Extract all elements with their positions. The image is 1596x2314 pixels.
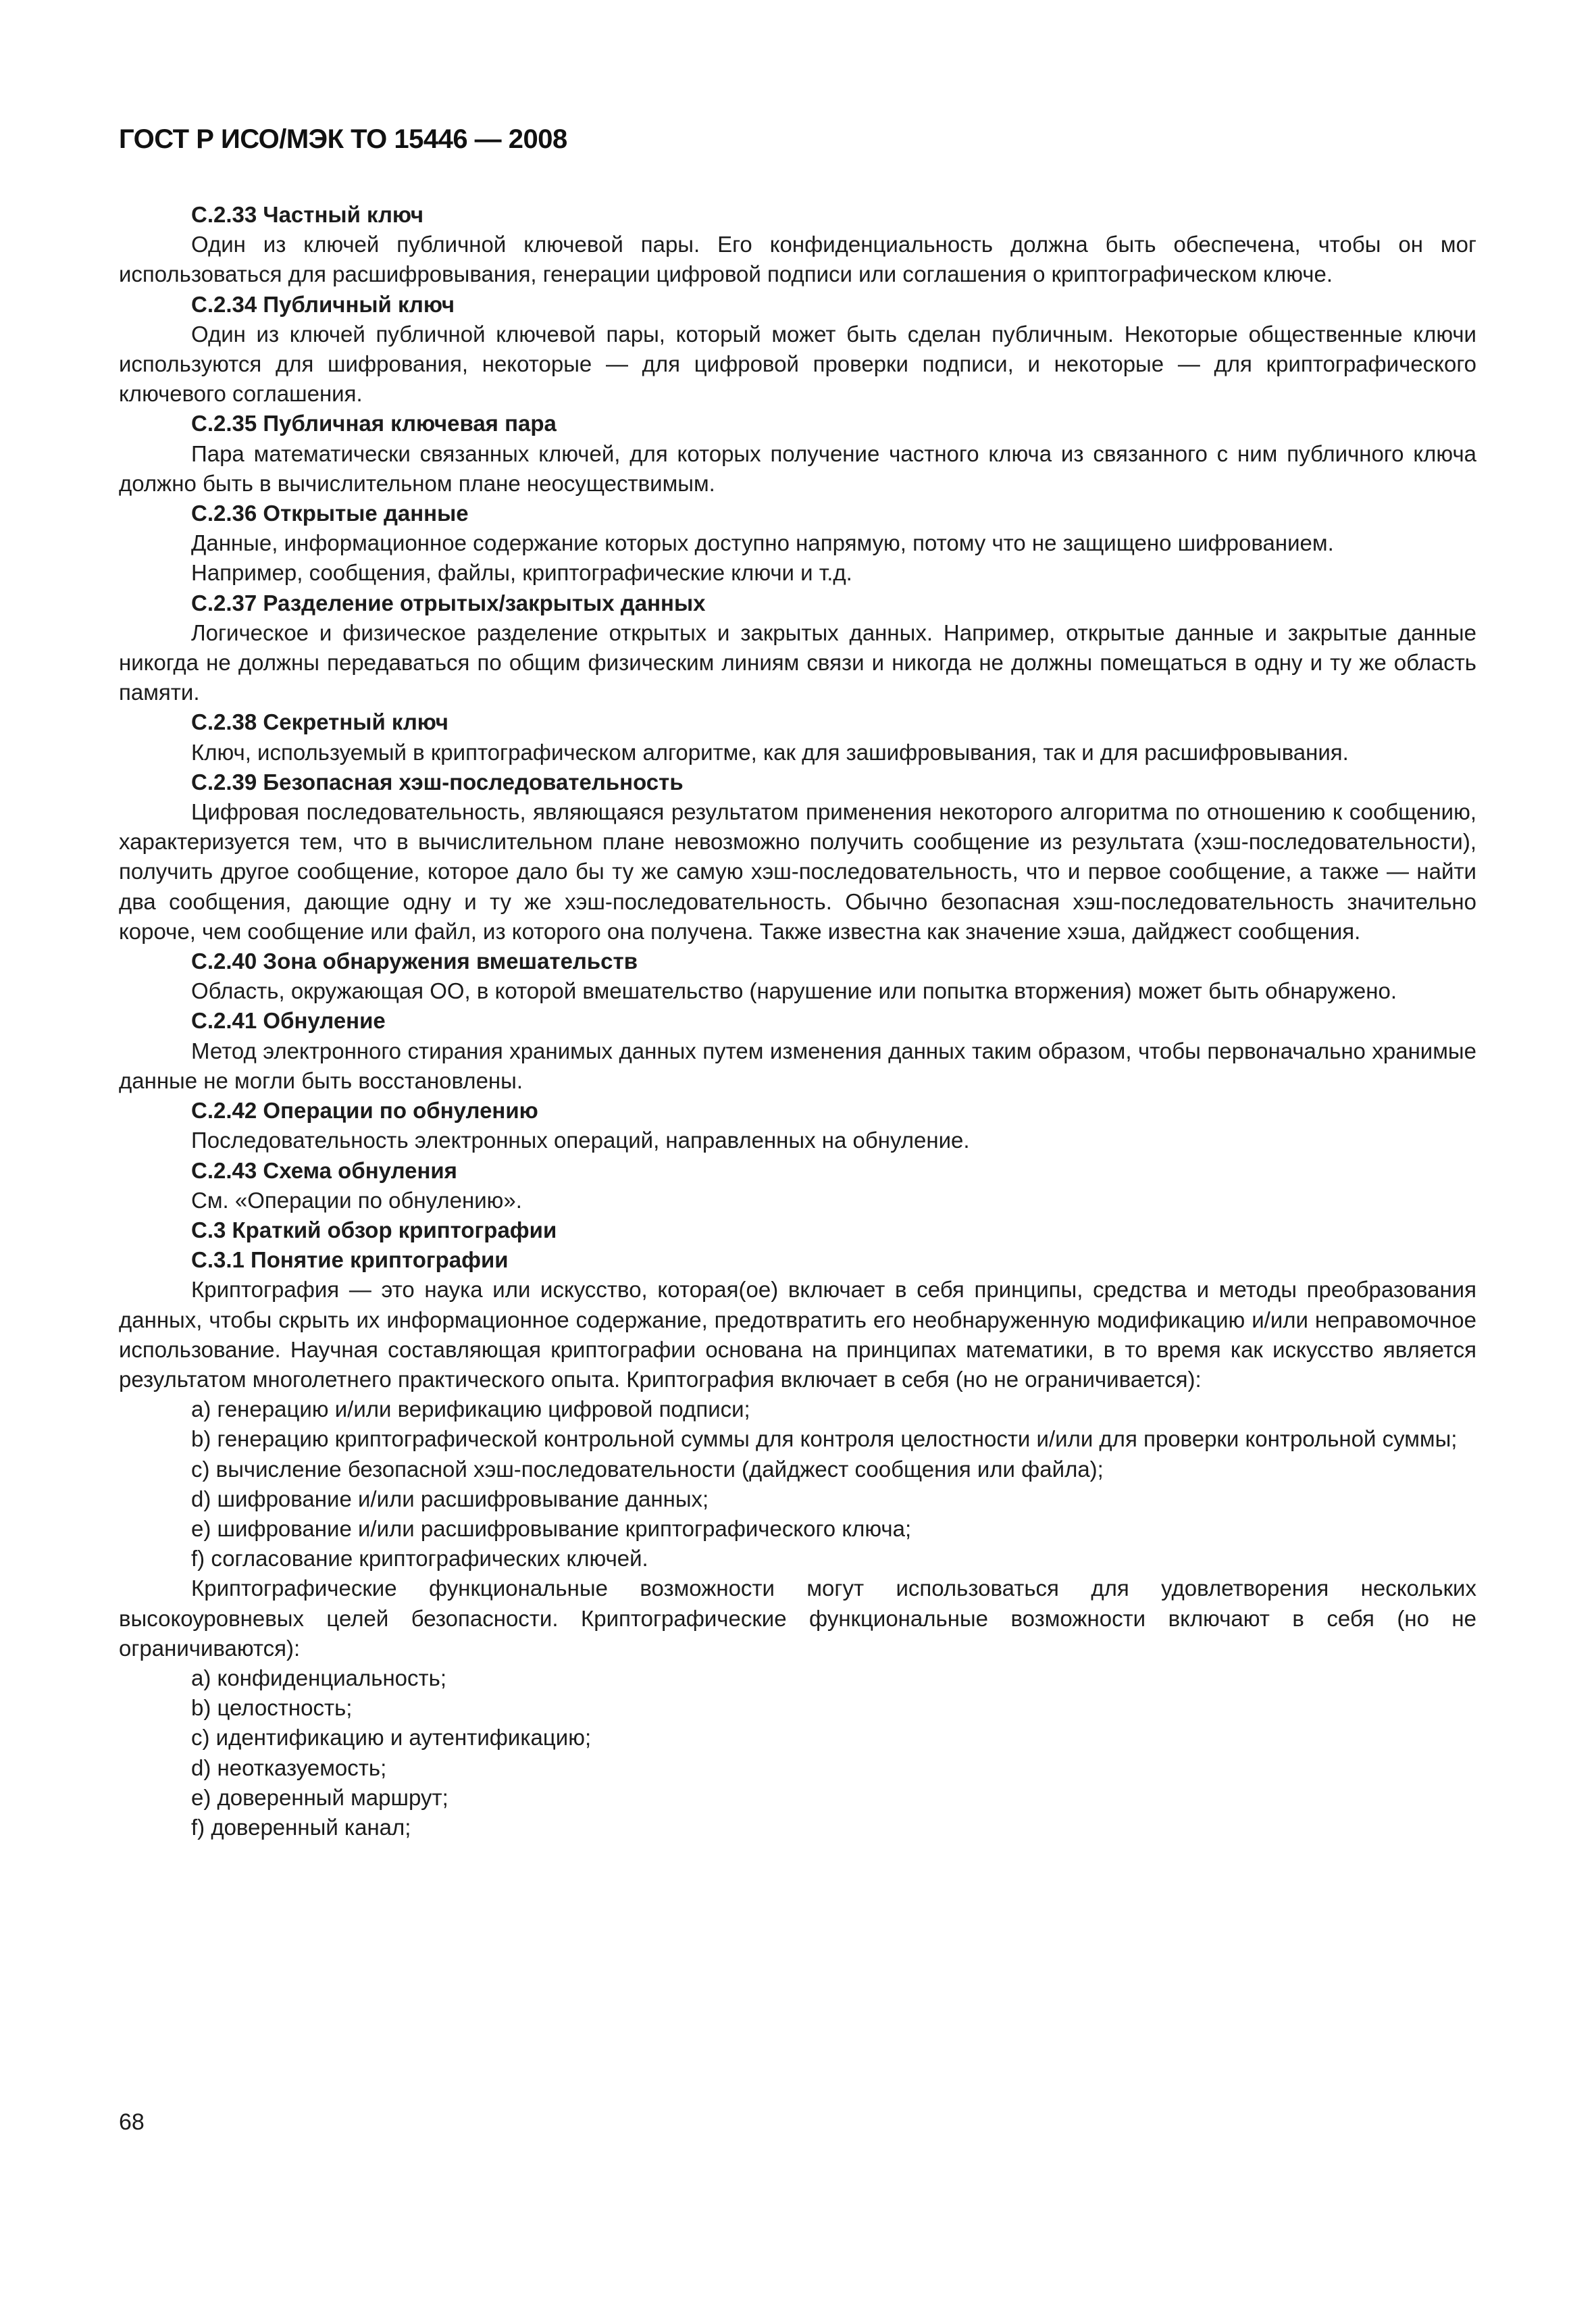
- term-definition: Логическое и физическое разделение открытых и закрытых данных. Например, открытые данные и закрытые данные никогда не должны передаваться по общим физическим линиям связи и никогда не должны помещаться в одну и ту же область памяти.: [119, 620, 1476, 705]
- list-item: b) генерацию криптографической контрольной суммы для контроля целостности и/или для проверки контрольной суммы;: [191, 1426, 1458, 1452]
- list-item: c) идентификацию и аутентификацию;: [191, 1725, 592, 1751]
- section-paragraph: Криптографические функциональные возможности могут использоваться для удовлетворения нескольких высокоуровневых целей безопасности. Криптографические функциональные возможности включают в себя (но не ограничиваются):: [119, 1576, 1476, 1661]
- term-title: С.2.39 Безопасная хэш-последовательность: [191, 769, 684, 795]
- list-item: f) согласование криптографических ключей.: [191, 1546, 648, 1571]
- list-item: f) доверенный канал;: [191, 1814, 411, 1840]
- section-title: С.3 Краткий обзор криптографии: [191, 1217, 557, 1242]
- term-definition: Данные, информационное содержание которых доступно напрямую, потому что не защищено шифрованием.: [191, 530, 1334, 556]
- list-item: a) генерацию и/или верификацию цифровой подписи;: [191, 1397, 750, 1422]
- term-title: С.2.35 Публичная ключевая пара: [191, 411, 557, 436]
- term-title: С.2.41 Обнуление: [191, 1008, 386, 1034]
- section-intro: Криптография — это наука или искусство, которая(ое) включает в себя принципы, средства и методы преобразования данных, чтобы скрыть их информационное содержание, предотвратить его необнаруженную модификацию и/или неправомочное использование. Научная составляющая криптографии основана на принципах математики, в то время как искусство является результатом многолетнего практического опыта. Криптография включает в себя (но не ограничивается):: [119, 1277, 1476, 1392]
- term-definition: Область, окружающая ОО, в которой вмешательство (нарушение или попытка вторжения) может быть обнаружено.: [191, 978, 1397, 1004]
- list-item: e) шифрование и/или расшифровывание криптографического ключа;: [191, 1515, 912, 1541]
- term-title: С.2.40 Зона обнаружения вмешательств: [191, 949, 638, 974]
- document-body: [119, 200, 1476, 1842]
- term-definition: Ключ, используемый в криптографическом алгоритме, как для зашифровывания, так и для расшифровывания.: [191, 739, 1349, 765]
- term-definition: Один из ключей публичной ключевой пары. Его конфиденциальность должна быть обеспечена, чтобы он мог использоваться для расшифровывания, генерации цифровой подписи или соглашения о криптографическом ключе.: [119, 232, 1476, 287]
- term-definition: Цифровая последовательность, являющаяся результатом применения некоторого алгоритма по отношению к сообщению, характеризуется тем, что в вычислительном плане невозможно получить сообщение из результата (хэш-последовательности), получить другое сообщение, которое дало бы ту же самую хэш-последовательность, что и первое сообщение, а также — найти два сообщения, дающие одну и ту же хэш-последовательность. Обычно безопасная хэш-последовательность значительно короче, чем сообщение или файл, из которого она получена. Также известна как значение хэша, дайджест сообщения.: [119, 799, 1476, 944]
- term-title: С.2.42 Операции по обнулению: [191, 1098, 538, 1124]
- term-title: С.2.43 Схема обнуления: [191, 1157, 457, 1183]
- term-title: С.2.38 Секретный ключ: [191, 709, 448, 735]
- term-definition: Один из ключей публичной ключевой пары, который может быть сделан публичным. Некоторые общественные ключи используются для шифрования, некоторые — для цифровой проверки подписи, и некоторые — для криптографического ключевого соглашения.: [119, 321, 1476, 407]
- term-definition: Последовательность электронных операций, направленных на обнуление.: [191, 1128, 970, 1153]
- term-title: С.2.33 Частный ключ: [191, 202, 423, 227]
- list-item: d) шифрование и/или расшифровывание данных;: [191, 1486, 709, 1511]
- list-item: a) конфиденциальность;: [191, 1665, 447, 1690]
- term-definition: Метод электронного стирания хранимых данных путем изменения данных таким образом, чтобы первоначально хранимые данные не могли быть восстановлены.: [119, 1038, 1476, 1093]
- term-title: С.2.36 Открытые данные: [191, 501, 469, 526]
- list-item: d) неотказуемость;: [191, 1755, 387, 1780]
- term-example: Например, сообщения, файлы, криптографические ключи и т.д.: [191, 560, 852, 586]
- list-item: b) целостность;: [191, 1695, 353, 1721]
- page-number: 68: [119, 2109, 145, 2135]
- term-title: С.2.34 Публичный ключ: [191, 291, 455, 317]
- term-title: С.2.37 Разделение отрытых/закрытых данных: [191, 590, 706, 615]
- term-definition: Пара математически связанных ключей, для которых получение частного ключа из связанного с ним публичного ключа должно быть в вычислительном плане неосуществимым.: [119, 441, 1476, 496]
- subsection-title: С.3.1 Понятие криптографии: [191, 1247, 509, 1273]
- list-item: c) вычисление безопасной хэш-последовательности (дайджест сообщения или файла);: [191, 1456, 1104, 1482]
- document-header: ГОСТ Р ИСО/МЭК ТО 15446 — 2008: [119, 124, 567, 154]
- list-item: e) доверенный маршрут;: [191, 1784, 448, 1810]
- term-definition: См. «Операции по обнулению».: [191, 1187, 522, 1213]
